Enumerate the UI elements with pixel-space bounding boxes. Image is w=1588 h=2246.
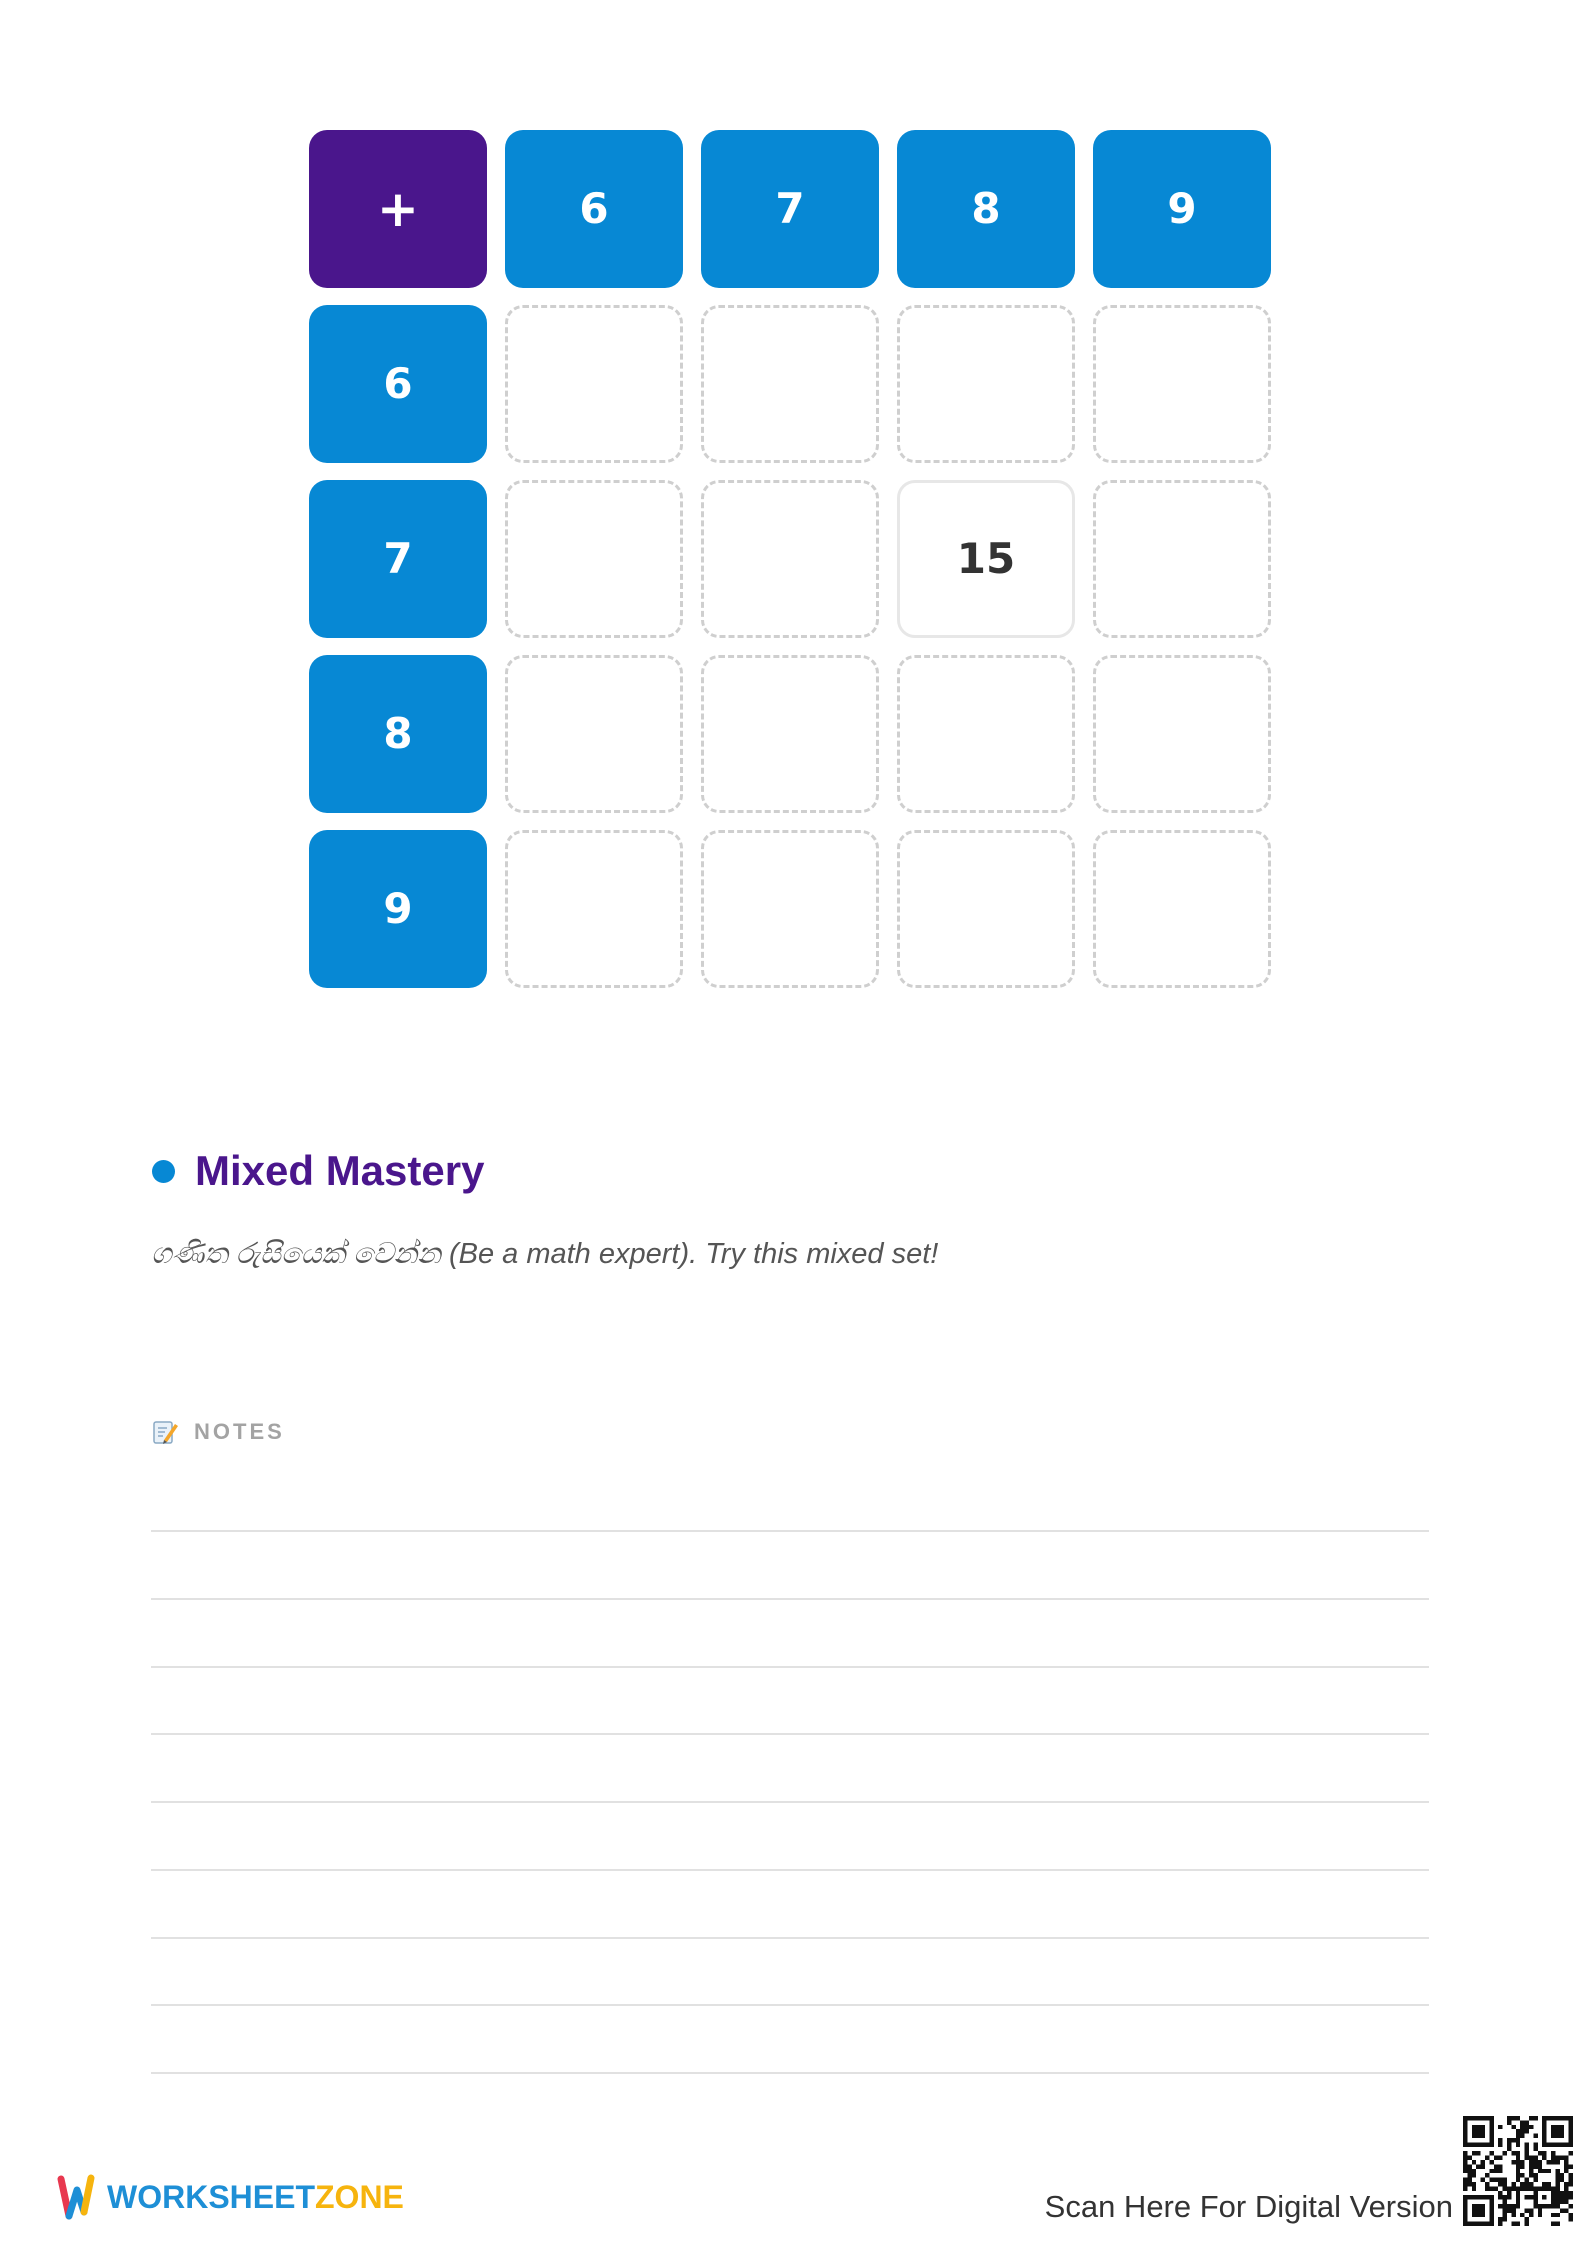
brand-primary-text: WORKSHEET [107, 2179, 315, 2215]
row-header: 7 [309, 480, 487, 638]
notes-label: NOTES [194, 1419, 285, 1444]
note-line [151, 1598, 1429, 1600]
answer-cell [505, 480, 683, 638]
worksheetzone-logo-icon [56, 2170, 96, 2224]
column-header: 6 [505, 130, 683, 288]
note-line [151, 1801, 1429, 1803]
answer-cell: 15 [897, 480, 1075, 638]
answer-cell [1093, 305, 1271, 463]
answer-cell [701, 830, 879, 988]
column-header: 9 [1093, 130, 1271, 288]
note-line [151, 1937, 1429, 1939]
answer-cell [701, 655, 879, 813]
brand-wordmark [107, 2177, 404, 2217]
note-line [151, 1530, 1429, 1532]
column-header: 8 [897, 130, 1075, 288]
answer-cell [1093, 830, 1271, 988]
row-header: 6 [309, 305, 487, 463]
answer-cell [1093, 655, 1271, 813]
answer-cell [701, 480, 879, 638]
answer-cell [505, 830, 683, 988]
row-header: 9 [309, 830, 487, 988]
answer-cell [897, 305, 1075, 463]
operator-cell: + [309, 130, 487, 288]
answer-cell [505, 655, 683, 813]
section-subtitle: ගණිත රුසියෙක් වෙන්න (Be a math expert). Try this mixed set! [151, 1238, 939, 1270]
addition-grid [309, 130, 1271, 988]
note-line [151, 2072, 1429, 2074]
note-line [151, 1869, 1429, 1871]
section-title: Mixed Mastery [195, 1147, 485, 1194]
row-header: 8 [309, 655, 487, 813]
note-line [151, 2004, 1429, 2006]
memo-icon [151, 1418, 179, 1446]
answer-cell [897, 655, 1075, 813]
qr-code [1463, 2116, 1573, 2226]
answer-cell [505, 305, 683, 463]
answer-cell [897, 830, 1075, 988]
bullet-dot-icon [152, 1160, 175, 1183]
answer-cell [1093, 480, 1271, 638]
note-line [151, 1733, 1429, 1735]
brand-accent-text: ZONE [315, 2179, 404, 2215]
note-line [151, 1666, 1429, 1668]
column-header: 7 [701, 130, 879, 288]
answer-cell [701, 305, 879, 463]
scan-label: Scan Here For Digital Version [1044, 2189, 1453, 2224]
